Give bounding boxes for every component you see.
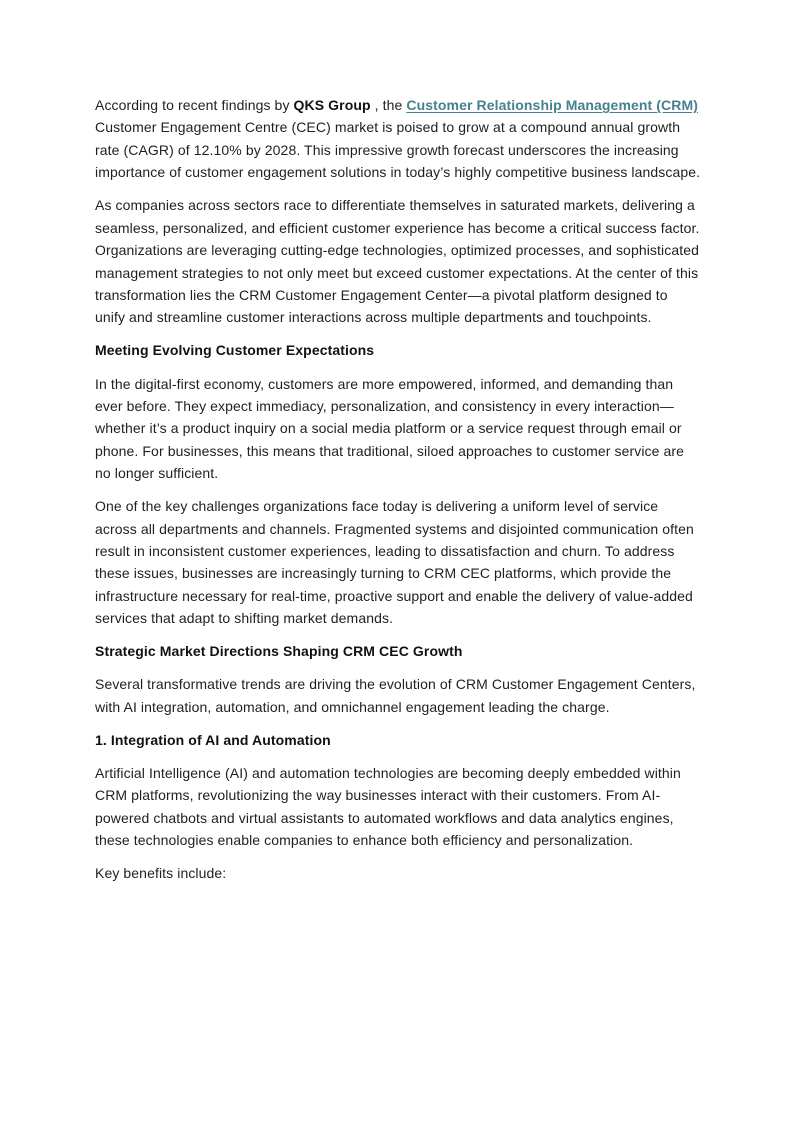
heading-meeting-expectations: Meeting Evolving Customer Expectations: [95, 342, 375, 359]
intro-text-run: , the: [370, 97, 407, 113]
intro-text-run: Customer Engagement Centre (CEC) market is poised to grow at a compound annual growth rate (CAGR) of 12.10% by 2028. This impressive growth forecast underscores the increasing importance of customer engagement solutions in today’s highly competitive business landscape.: [95, 119, 701, 181]
paragraph-intro: [95, 94, 701, 184]
heading-market-directions: Strategic Market Directions Shaping CRM CEC Growth: [95, 643, 463, 660]
paragraph-ai-technologies: Artificial Intelligence (AI) and automation technologies are becoming deeply embedded within CRM platforms, revolutionizing the way businesses interact with their customers. From AI-powered chatbots and virtual assistants to automated workflows and data analytics engines, these technologies enable companies to enhance both efficiency and personalization.: [95, 765, 681, 849]
crm-hyperlink[interactable]: Customer Relationship Management (CRM): [406, 97, 698, 113]
intro-text-run: According to recent findings by: [95, 97, 294, 113]
paragraph-companies-race: As companies across sectors race to differentiate themselves in saturated markets, delivering a seamless, personalized, and efficient customer experience has become a critical success factor. Organizations are leveraging cutting-edge technologies, optimized processes, and sophisticated management strategies to not only meet but exceed customer expectations. At the center of this transformation lies the CRM Customer Engagement Center—a pivotal platform designed to unify and streamline customer interactions across multiple departments and touchpoints.: [95, 197, 700, 326]
paragraph-key-challenges: One of the key challenges organizations face today is delivering a uniform level of service across all departments and channels. Fragmented systems and disjointed communication often result in inconsistent customer experiences, leading to dissatisfaction and churn. To address these issues, businesses are increasingly turning to CRM CEC platforms, which provide the infrastructure necessary for real-time, proactive support and enable the delivery of value-added services that adapt to shifting market demands.: [95, 498, 694, 627]
document-body: [95, 94, 701, 895]
paragraph-digital-first: In the digital-first economy, customers are more empowered, informed, and demanding than ever before. They expect immediacy, personalization, and consistency in every interaction—whether it’s a product inquiry on a social media platform or a service request through email or phone. For businesses, this means that traditional, siloed approaches to customer service are no longer sufficient.: [95, 375, 685, 482]
heading-ai-automation: 1. Integration of AI and Automation: [95, 731, 331, 748]
qks-group-bold-run: QKS Group: [293, 97, 371, 113]
paragraph-key-benefits-lead-in: Key benefits include:: [95, 865, 227, 882]
paragraph-transformative-trends: Several transformative trends are driving the evolution of CRM Customer Engagement Centers, with AI integration, automation, and omnichannel engagement leading the charge.: [95, 676, 696, 715]
